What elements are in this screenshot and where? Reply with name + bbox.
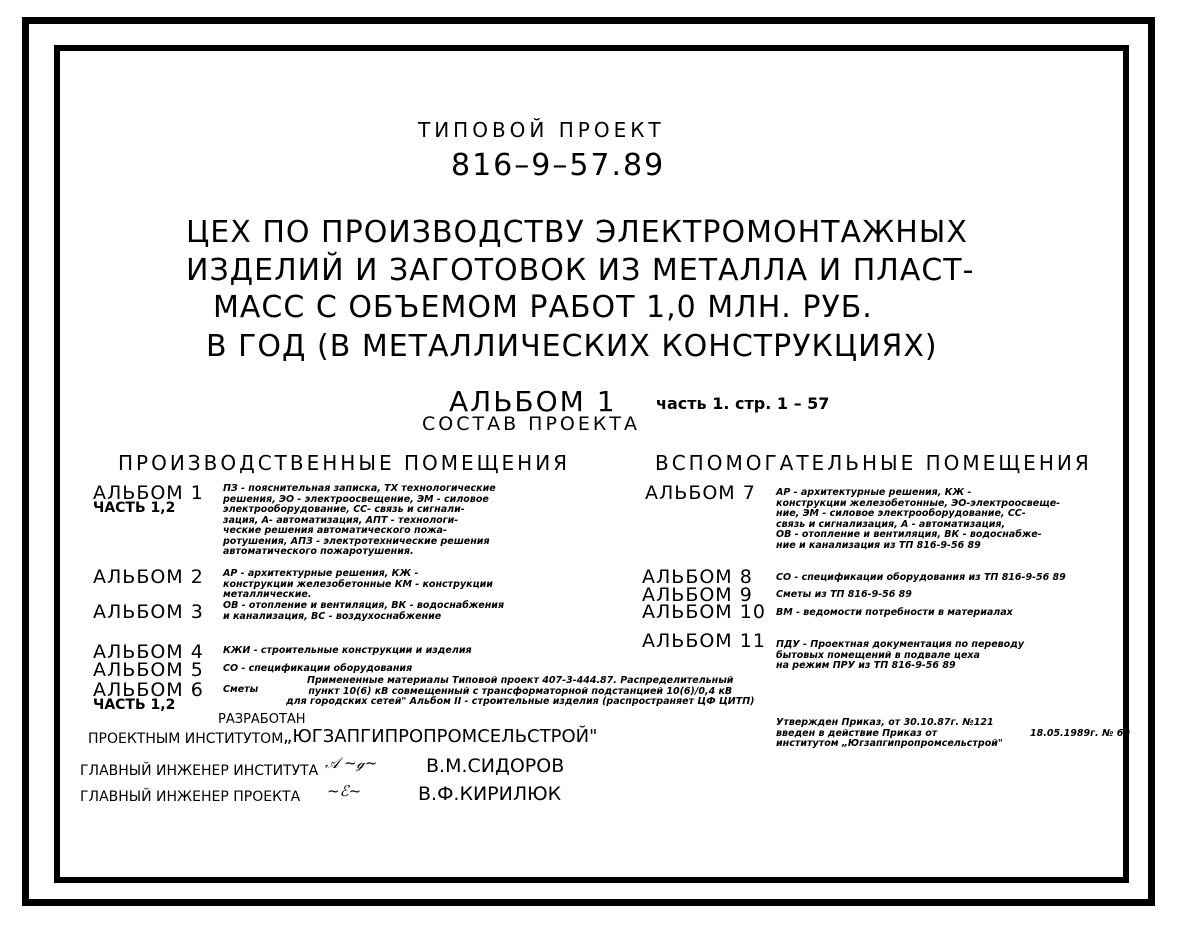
album-11-label: АЛЬБОМ 11 [642, 630, 766, 652]
title-line-2: ИЗДЕЛИЙ И ЗАГОТОВОК ИЗ МЕТАЛЛА И ПЛАСТ- [186, 253, 975, 288]
album-6-description: Сметы [223, 684, 259, 695]
album-2-description: АР - архитектурные решения, КЖ - конструкции железобетонные КМ - конструкции металлические. [223, 568, 493, 600]
album-10-label: АЛЬБОМ 10 [642, 601, 766, 623]
album-10-description: ВМ - ведомости потребности в материалах [776, 607, 1013, 618]
album-3-label: АЛЬБОМ 3 [93, 601, 204, 623]
album-1-part: ЧАСТЬ 1,2 [93, 500, 176, 516]
applied-materials-note: Примененные материалы Типовой проект 407-3-444.87. Распределительный пункт 10(6) кВ совмещенный с трансформаторной подстанцией 10(6)/0,4 кВ для городских сетей" Альбом II - строительные изделия (распространяет ЦФ ЦИТП) [286, 675, 755, 707]
album-part: часть 1. стр. 1 – 57 [656, 394, 830, 413]
chief-project-name: В.Ф.КИРИЛЮК [418, 783, 562, 805]
album-number: АЛЬБОМ 1 [449, 385, 617, 418]
album-8-label: АЛЬБОМ 8 [642, 566, 753, 588]
approval-note: Утвержден Приказ, от 30.10.87г. №121 введен в действие Приказ от институтом „Югзапгипропромсельстрой" [776, 717, 1003, 749]
institute-name: „ЮГЗАПГИПРОПРОМСЕЛЬСТРОЙ" [283, 726, 598, 747]
title-line-3: МАСС С ОБЪЕМОМ РАБОТ 1,0 МЛН. РУБ. [213, 290, 873, 325]
album-5-description: СО - спецификации оборудования [223, 663, 413, 674]
album-6-label: АЛЬБОМ 6 [93, 679, 204, 701]
project-number: 816–9–57.89 [451, 148, 666, 183]
composition-heading: СОСТАВ ПРОЕКТА [422, 413, 640, 435]
album-8-description: СО - спецификации оборудования из ТП 816-9-56 89 [776, 572, 1066, 583]
title-line-1: ЦЕХ ПО ПРОИЗВОДСТВУ ЭЛЕКТРОМОНТАЖНЫХ [186, 215, 968, 250]
album-6-part: ЧАСТЬ 1,2 [93, 697, 176, 713]
album-2-label: АЛЬБОМ 2 [93, 566, 204, 588]
album-4-label: АЛЬБОМ 4 [93, 641, 204, 663]
production-heading: ПРОИЗВОДСТВЕННЫЕ ПОМЕЩЕНИЯ [118, 451, 571, 475]
album-11-description: ПДУ - Проектная документация по переводу бытовых помещений в подвале цеха на режим ПРУ из ТП 816-9-56 89 [776, 639, 1025, 671]
album-1-label: АЛЬБОМ 1 [93, 482, 204, 504]
chief-project-signature: ~ℰ~ [327, 782, 362, 800]
album-4-description: КЖИ - строительные конструкции и изделия [223, 645, 472, 656]
chief-institute-label: ГЛАВНЫЙ ИНЖЕНЕР ИНСТИТУТА [80, 763, 319, 779]
album-9-label: АЛЬБОМ 9 [642, 584, 753, 606]
chief-institute-signature: 𝒜 ~ℊ~ [325, 754, 378, 772]
album-7-description: АР - архитектурные решения, КЖ - конструкции железобетонные, ЭО-электроосвеще- ние, ЭМ - силовое электрооборудование, СС- связь и сигнализация, А - автоматизация, ОВ - отопление и вентиляция, ВК - водоснабже- ние и канализация из ТП 816-9-56 89 [776, 487, 1061, 551]
developed-label: РАЗРАБОТАН [218, 712, 306, 727]
album-5-label: АЛЬБОМ 5 [93, 659, 204, 681]
title-line-4: В ГОД (В МЕТАЛЛИЧЕСКИХ КОНСТРУКЦИЯХ) [206, 329, 938, 364]
institute-prefix: ПРОЕКТНЫМ ИНСТИТУТОМ [88, 731, 284, 747]
auxiliary-heading: ВСПОМОГАТЕЛЬНЫЕ ПОМЕЩЕНИЯ [655, 451, 1092, 475]
chief-project-label: ГЛАВНЫЙ ИНЖЕНЕР ПРОЕКТА [80, 789, 301, 805]
chief-institute-name: В.М.СИДОРОВ [426, 755, 565, 777]
album-1-description: ПЗ - пояснительная записка, ТХ технологические решения, ЭО - электроосвещение, ЭМ - силовое электрооборудование, СС- связь и сигнали- зация, А- автоматизация, АПТ - технологи- ческие решения автоматического пожа- ротушения, АПЗ - электротехнические решения автоматического пожаротушения. [223, 483, 496, 557]
project-type: ТИПОВОЙ ПРОЕКТ [418, 118, 665, 142]
approval-date: 18.05.1989г. № 69 [1030, 728, 1130, 739]
album-9-description: Сметы из ТП 816-9-56 89 [776, 589, 912, 600]
album-7-label: АЛЬБОМ 7 [645, 482, 756, 504]
album-3-description: ОВ - отопление и вентиляция, ВК - водоснабжения и канализация, ВС - воздухоснабжение [223, 600, 505, 622]
